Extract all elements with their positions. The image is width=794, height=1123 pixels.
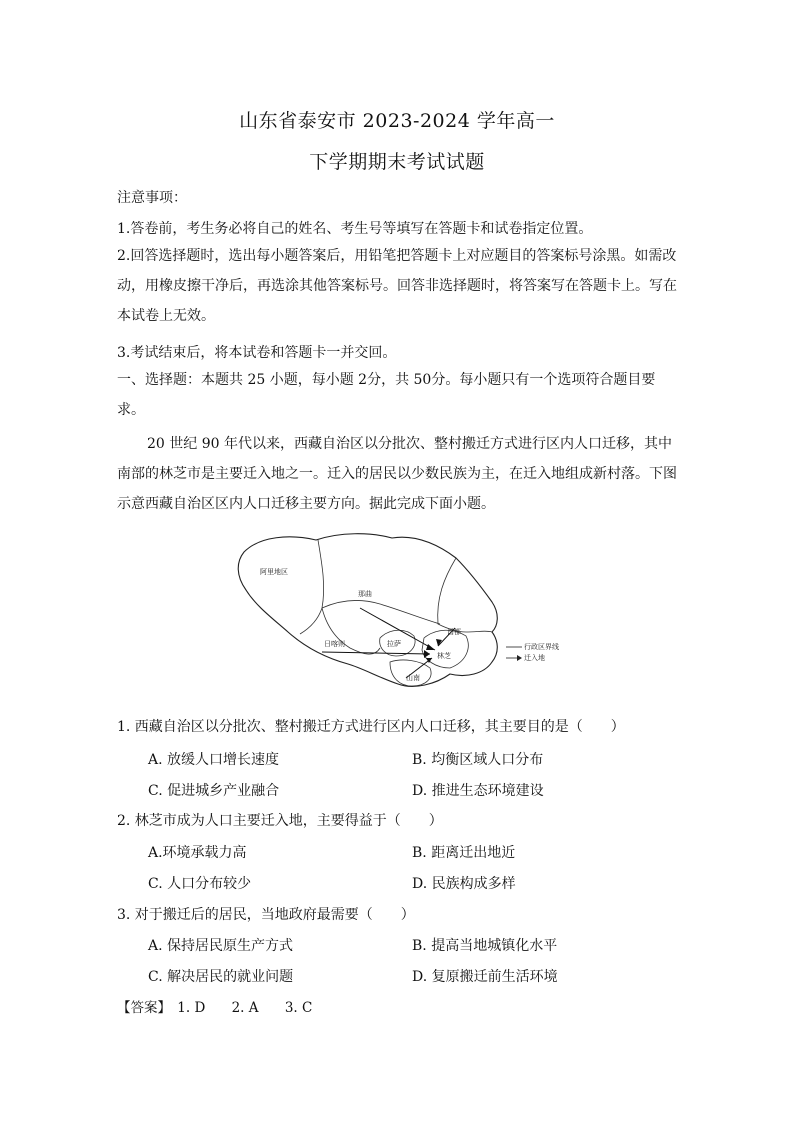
answer-line bbox=[117, 996, 334, 1016]
label-shannan: 山南 bbox=[406, 674, 420, 682]
answer-item: 1. D bbox=[177, 1000, 206, 1016]
answer-item: 3. C bbox=[284, 1000, 313, 1016]
boundary-naqu bbox=[322, 601, 440, 624]
question-1-option-b: B. 均衡区域人口分布 bbox=[412, 752, 544, 768]
question-1-option-c: C. 促进城乡产业融合 bbox=[148, 783, 280, 799]
notice-heading: 注意事项： bbox=[117, 190, 187, 206]
boundary-changdu bbox=[438, 558, 492, 632]
notice-item-3: 3.考试结束后，将本试卷和答题卡一并交回。 bbox=[117, 345, 397, 361]
question-1-option-d: D. 推进生态环境建设 bbox=[412, 783, 544, 799]
legend-destination: 迁入地 bbox=[524, 654, 545, 662]
section-heading: 一、选择题：本题共 25 小题，每小题 2分，共 50分。每小题只有一个选项符合题目要求。 bbox=[117, 372, 656, 418]
notice-item-2: 2.回答选择题时，选出每小题答案后，用铅笔把答题卡上对应题目的答案标号涂黑。如需改动，用橡皮擦干净后，再选涂其他答案标号。回答非选择题时，将答案写在答题卡上。写在本试卷上无效。 bbox=[117, 248, 677, 324]
label-linzhi: 林芝 bbox=[437, 652, 451, 660]
answer-item: 2. A bbox=[231, 1000, 259, 1016]
tibet-migration-map bbox=[230, 528, 590, 696]
question-3-option-c: C. 解决居民的就业问题 bbox=[148, 969, 294, 985]
question-3-stem: 3. 对于搬迁后的居民，当地政府最需要（ ） bbox=[117, 907, 415, 923]
label-naqu: 那曲 bbox=[358, 590, 372, 598]
passage-text: 20 世纪 90 年代以来，西藏自治区以分批次、整村搬迁方式进行区内人口迁移，其中南部的林芝市是主要迁入地之一。迁入的居民以少数民族为主，在迁入地组成新村落。下图示意西藏自治区区内人口迁移主要方向。据此完成下面小题。 bbox=[117, 436, 677, 512]
map-legend bbox=[506, 642, 559, 662]
label-lasa: 拉萨 bbox=[387, 640, 401, 648]
legend-boundary: 行政区界线 bbox=[524, 643, 559, 651]
label-ali: 阿里地区 bbox=[260, 568, 288, 576]
question-3-option-d: D. 复原搬迁前生活环境 bbox=[412, 969, 558, 985]
question-1-stem: 1. 西藏自治区以分批次、整村搬迁方式进行区内人口迁移，其主要目的是（ ） bbox=[117, 719, 625, 735]
question-2-option-a: A.环境承载力高 bbox=[148, 845, 247, 861]
question-3-option-a: A. 保持居民原生产方式 bbox=[148, 938, 294, 954]
question-2-stem: 2. 林芝市成为人口主要迁入地，主要得益于（ ） bbox=[117, 813, 443, 829]
question-3-option-b: B. 提高当地城镇化水平 bbox=[412, 938, 558, 954]
question-2-option-d: D. 民族构成多样 bbox=[412, 876, 516, 892]
answer-label: 【答案】 bbox=[117, 1000, 171, 1016]
notice-item-1: 1.答卷前，考生务必将自己的姓名、考生号等填写在答题卡和试卷指定位置。 bbox=[117, 221, 593, 237]
label-changdu: 昌都 bbox=[447, 628, 461, 636]
page-title: 山东省泰安市 2023-2024 学年高一 bbox=[239, 110, 555, 132]
question-2-option-c: C. 人口分布较少 bbox=[148, 876, 252, 892]
boundary-ali bbox=[300, 540, 324, 634]
question-2-option-b: B. 距离迁出地近 bbox=[412, 845, 516, 861]
label-rikaze: 日喀则 bbox=[324, 640, 345, 648]
page-subtitle: 下学期期末考试试题 bbox=[309, 151, 485, 173]
question-1-option-a: A. 放缓人口增长速度 bbox=[148, 752, 280, 768]
